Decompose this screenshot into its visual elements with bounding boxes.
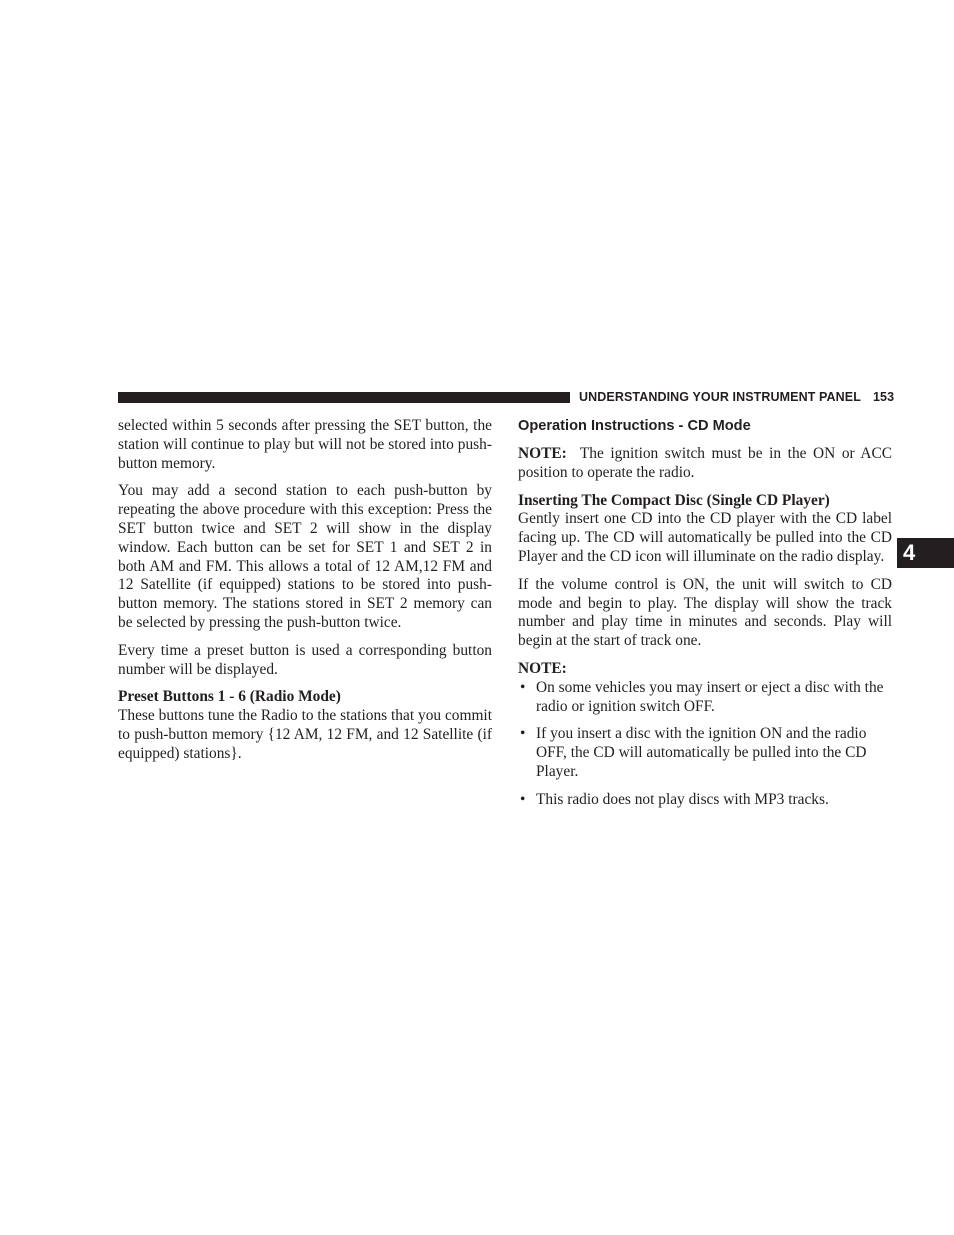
- note-label: NOTE:: [518, 445, 567, 462]
- page-number: 153: [872, 390, 895, 404]
- bullet-icon: •: [520, 790, 526, 808]
- paragraph: Every time a preset button is used a corresponding button number will be displayed.: [118, 641, 492, 678]
- list-item: • On some vehicles you may insert or eject a disc with the radio or ignition switch OFF.: [520, 678, 884, 715]
- list-item: • This radio does not play discs with MP3 tracks.: [520, 790, 829, 808]
- paragraph: Gently insert one CD into the CD player with the CD label facing up. The CD will automatically be pulled into the CD Player and the CD icon will illuminate on the radio display.: [518, 510, 892, 565]
- chapter-tab: 4: [897, 538, 954, 568]
- section-title: UNDERSTANDING YOUR INSTRUMENT PANEL: [579, 390, 861, 404]
- paragraph: You may add a second station to each push-button by repeating the above procedure with this exception: Press the SET button twice and SET 2 will show in the display window. Each button can be set for SET 1 and SET 2 in both AM and FM. This allows a total of 12 AM,12 FM and 12 Satellite (if equipped) stations to be stored into push-button memory. The stations stored in SET 2 memory can be selected by pressing the push-button twice.: [118, 482, 492, 631]
- note-text: The ignition switch must be in the ON or ACC position to operate the radio.: [518, 445, 892, 481]
- note-bullet-list: [518, 679, 892, 810]
- paragraph: If the volume control is ON, the unit will switch to CD mode and begin to play. The display will show the track number and play time in minutes and seconds. Play will begin at the start of track one.: [518, 575, 892, 650]
- paragraph: selected within 5 seconds after pressing the SET button, the station will continue to play but will not be stored into push-button memory.: [118, 417, 492, 472]
- note-paragraph: [518, 445, 892, 483]
- running-header: [579, 390, 894, 404]
- bullet-icon: •: [520, 678, 526, 696]
- left-column: [118, 417, 492, 773]
- cd-mode-heading: Operation Instructions - CD Mode: [518, 418, 751, 434]
- bullet-icon: •: [520, 725, 526, 743]
- preset-buttons-heading: Preset Buttons 1 - 6 (Radio Mode): [118, 688, 341, 706]
- note-label: NOTE:: [518, 659, 567, 677]
- inserting-cd-heading: Inserting The Compact Disc (Single CD Player): [518, 491, 830, 509]
- right-column: [518, 417, 892, 819]
- paragraph: These buttons tune the Radio to the stations that you commit to push-button memory {12 AM, 12 FM, and 12 Satellite (if equipped) stations}.: [118, 707, 492, 762]
- header-rule: [118, 392, 570, 403]
- list-item: • If you insert a disc with the ignition ON and the radio OFF, the CD will automatically be pulled into the CD Player.: [520, 725, 867, 780]
